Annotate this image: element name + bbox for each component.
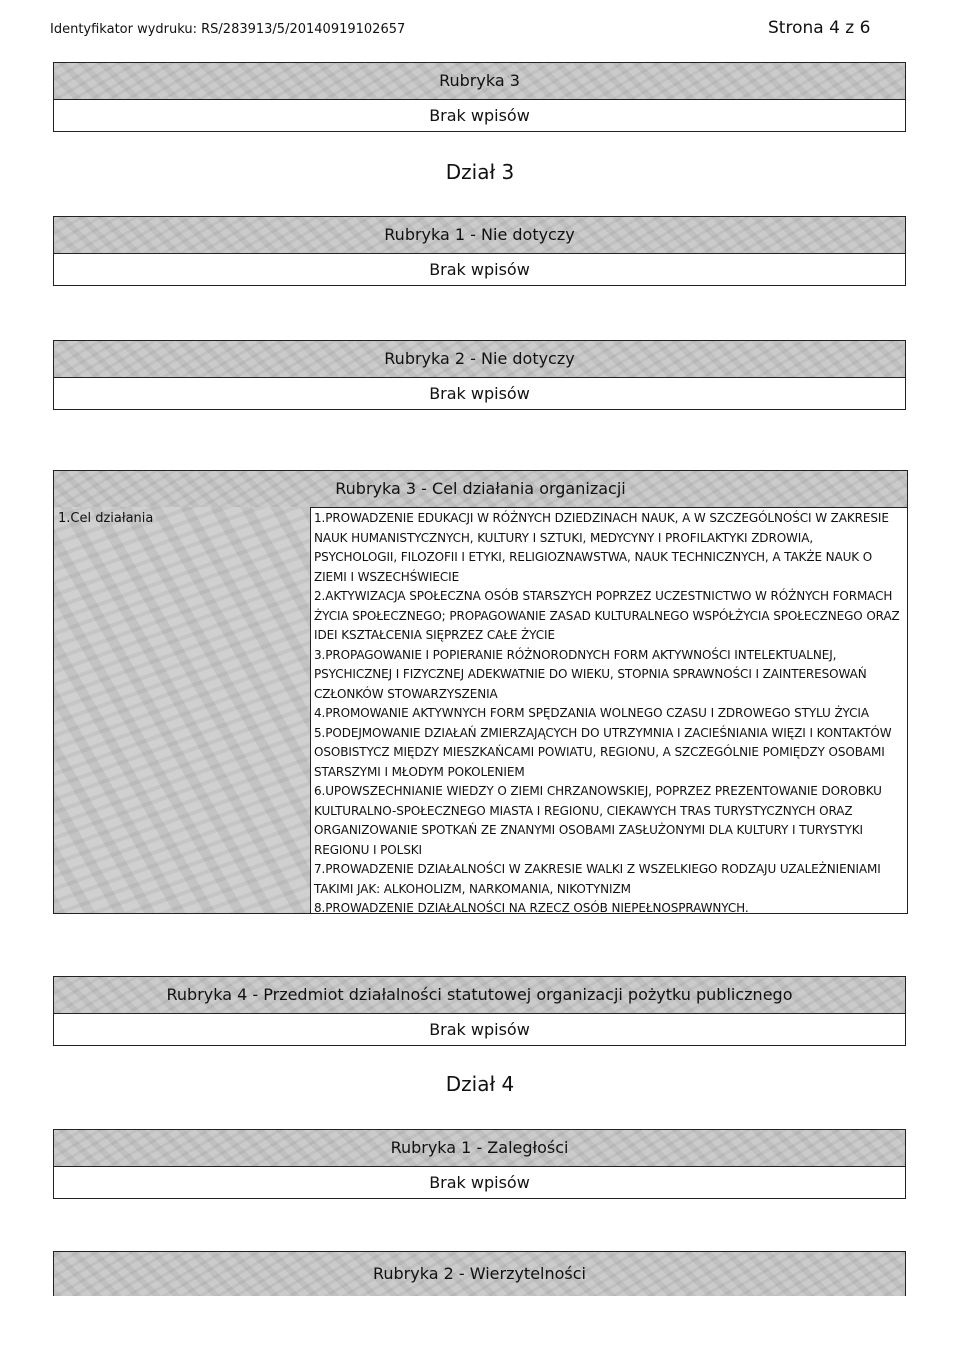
dzial4-rubryka-2-title: Rubryka 2 - Wierzytelności [54,1252,905,1296]
cel-line: KULTURALNO-SPOŁECZNEGO MIASTA I REGIONU, CIEKAWYCH TRAS TURYSTYCZNYCH ORAZ [314,803,853,818]
dzial3-rubryka-2-title: Rubryka 2 - Nie dotyczy [54,341,905,378]
dzial3-rubryka-3-title: Rubryka 3 - Cel działania organizacji [54,471,907,508]
cel-line: 8.PROWADZENIE DZIAŁALNOŚCI NA RZECZ OSÓB NIEPEŁNOSPRAWNYCH. [314,901,749,915]
rubryka-3-top-body: Brak wpisów [429,106,530,125]
cel-line: IDEI KSZTAŁCENIA SIĘPRZEZ CAŁE ŻYCIE [314,628,555,642]
dzial-4-title: Dział 4 [445,1072,515,1096]
cel-line: 5.PODEJMOWANIE DZIAŁAŃ ZMIERZAJĄCYCH DO UTRZYMNIA I ZACIEŚNIANIA WIĘZI I KONTAKTÓW [314,725,892,740]
cel-line: OSOBISTYCZ MIĘDZY MIESZKAŃCAMI POWIATU, REGIONU, A SZCZEGÓLNIE POMIĘDZY OSOBAMI [314,745,885,759]
cel-dzialania-label: 1.Cel działania [58,511,154,526]
cel-line: 6.UPOWSZECHNIANIE WIEDZY O ZIEMI CHRZANOWSKIEJ, POPRZEZ PREZENTOWANIE DOROBKU [314,784,882,798]
dzial4-rubryka-1-box [53,1129,906,1199]
cel-dzialania-label-cell [54,507,311,913]
dzial3-rubryka-3-box [53,470,908,914]
cel-line: NAUK HUMANISTYCZNYCH, KULTURY I SZTUKI, MEDYCYNY I PROFILAKTYKI ZDROWIA, [314,530,814,545]
page-number: Strona 4 z 6 [768,18,871,38]
cel-line: TAKIMI JAK: ALKOHOLIZM, NARKOMANIA, NIKOTYNIZM [314,881,631,896]
cel-line: PSYCHICZNEJ I FIZYCZNEJ ADEKWATNIE DO WIEKU, STOPNIA SPRAWNOŚCI I ZAINTERESOWAŃ [314,667,867,681]
dzial3-rubryka-1-box [53,216,906,286]
print-identifier: Identyfikator wydruku: RS/283913/5/20140919102657 [50,22,406,37]
dzial4-rubryka-1-title: Rubryka 1 - Zaległości [54,1130,905,1167]
dzial3-rubryka-4-title: Rubryka 4 - Przedmiot działalności statutowej organizacji pożytku publicznego [54,977,905,1014]
dzial3-rubryka-1-title: Rubryka 1 - Nie dotyczy [54,217,905,254]
cel-line: CZŁONKÓW STOWARZYSZENIA [314,686,498,701]
dzial3-rubryka-2-box [53,340,906,410]
cel-line: 2.AKTYWIZACJA SPOŁECZNA OSÓB STARSZYCH POPRZEZ UCZESTNICTWO W RÓŻNYCH FORMACH [314,589,893,603]
cel-line: ŻYCIA SPOŁECZNEGO; PROPAGOWANIE ZASAD KULTURALNEGO WSPÓŁŻYCIA SPOŁECZNEGO ORAZ [314,608,900,623]
cel-line: 4.PROMOWANIE AKTYWNYCH FORM SPĘDZANIA WOLNEGO CZASU I ZDROWEGO STYLU ŻYCIA [314,706,869,720]
cel-line: REGIONU I POLSKI [314,842,422,857]
cel-dzialania-content [314,509,901,913]
dzial-3-title: Dział 3 [445,160,515,184]
cel-line: PSYCHOLOGII, FILOZOFII I ETYKI, RELIGIOZNAWSTWA, NAUK TECHNICZNYCH, A TAKŻE NAUK O [314,550,873,564]
dzial3-rubryka-2-body: Brak wpisów [429,384,530,403]
cel-line: STARSZYMI I MŁODYM POKOLENIEM [314,764,525,779]
dzial4-rubryka-1-body: Brak wpisów [429,1173,530,1192]
cel-line: ZIEMI I WSZECHŚWIECIE [314,569,460,584]
cel-line: 7.PROWADZENIE DZIAŁALNOŚCI W ZAKRESIE WALKI Z WSZELKIEGO RODZAJU UZALEŻNIENIAMI [314,862,881,876]
dzial3-rubryka-4-box [53,976,906,1046]
dzial3-rubryka-4-body: Brak wpisów [429,1020,530,1039]
dzial4-rubryka-2-box [53,1251,906,1296]
dzial3-rubryka-1-body: Brak wpisów [429,260,530,279]
cel-line: 1.PROWADZENIE EDUKACJI W RÓŻNYCH DZIEDZINACH NAUK, A W SZCZEGÓLNOŚCI W ZAKRESIE [314,511,889,525]
cel-line: 3.PROPAGOWANIE I POPIERANIE RÓŻNORODNYCH FORM AKTYWNOŚCI INTELEKTUALNEJ, [314,647,837,662]
cel-line: ORGANIZOWANIE SPOTKAŃ ZE ZNANYMI OSOBAMI ZASŁUŻONYMI DLA KULTURY I TURYSTYKI [314,823,863,837]
rubryka-3-top-title: Rubryka 3 [54,63,905,100]
rubryka-3-top-box [53,62,906,132]
